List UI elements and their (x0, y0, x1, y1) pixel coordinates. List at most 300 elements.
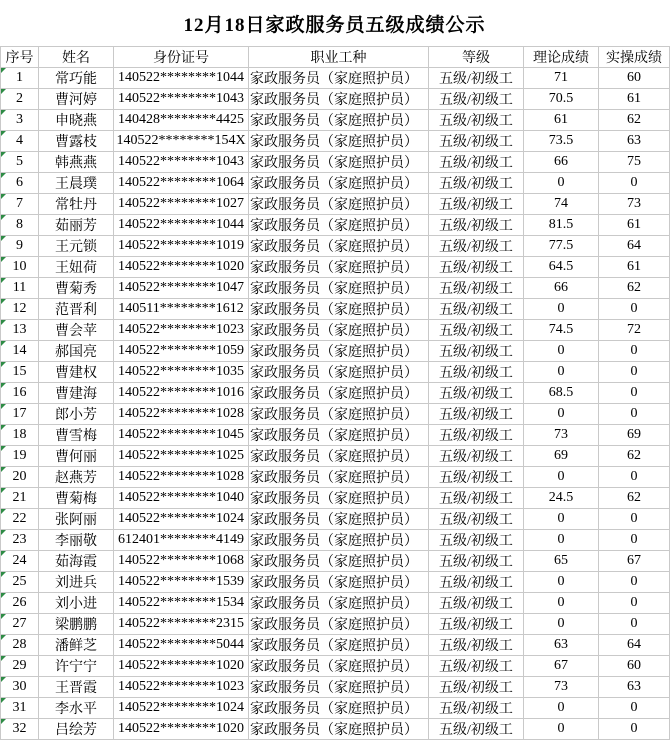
cell-level[interactable]: 五级/初级工 (429, 257, 524, 278)
cell-level[interactable]: 五级/初级工 (429, 68, 524, 89)
table-row (1, 341, 670, 362)
cell-index[interactable]: 31 (1, 698, 39, 719)
cell-index[interactable]: 25 (1, 572, 39, 593)
cell-index[interactable]: 10 (1, 257, 39, 278)
cell-occupation[interactable]: 家政服务员（家庭照护员） (249, 152, 429, 173)
cell-theory-score[interactable]: 0 (524, 362, 599, 383)
cell-index[interactable]: 30 (1, 677, 39, 698)
cell-id-number[interactable]: 140522********1539 (114, 572, 249, 593)
cell-index[interactable]: 28 (1, 635, 39, 656)
error-indicator-icon (1, 551, 6, 556)
cell-theory-score[interactable]: 70.5 (524, 89, 599, 110)
cell-name[interactable]: 郝国亮 (39, 341, 114, 362)
cell-id-number[interactable]: 140522********1020 (114, 257, 249, 278)
cell-theory-score[interactable]: 0 (524, 173, 599, 194)
cell-practical-score[interactable]: 0 (599, 572, 670, 593)
cell-practical-score[interactable]: 0 (599, 614, 670, 635)
cell-name[interactable]: 郎小芳 (39, 404, 114, 425)
cell-id-number[interactable]: 140522********1064 (114, 173, 249, 194)
cell-name[interactable]: 曹雪梅 (39, 425, 114, 446)
cell-level[interactable]: 五级/初级工 (429, 551, 524, 572)
table-body (1, 68, 670, 740)
error-indicator-icon (1, 677, 6, 682)
cell-id-number[interactable]: 140522********1044 (114, 68, 249, 89)
cell-theory-score[interactable]: 61 (524, 110, 599, 131)
cell-theory-score[interactable]: 0 (524, 698, 599, 719)
cell-level[interactable]: 五级/初级工 (429, 677, 524, 698)
cell-practical-score[interactable]: 60 (599, 656, 670, 677)
cell-name[interactable]: 曹菊秀 (39, 278, 114, 299)
cell-name[interactable]: 曹河婷 (39, 89, 114, 110)
error-indicator-icon (1, 131, 6, 136)
cell-theory-score[interactable]: 69 (524, 446, 599, 467)
cell-index[interactable]: 11 (1, 278, 39, 299)
error-indicator-icon (1, 530, 6, 535)
cell-index[interactable]: 2 (1, 89, 39, 110)
cell-id-number[interactable]: 140522********1019 (114, 236, 249, 257)
table-row (1, 68, 670, 89)
cell-practical-score[interactable]: 0 (599, 530, 670, 551)
cell-index[interactable]: 1 (1, 68, 39, 89)
cell-occupation[interactable]: 家政服务员（家庭照护员） (249, 383, 429, 404)
table-row (1, 614, 670, 635)
cell-index[interactable]: 4 (1, 131, 39, 152)
cell-name[interactable]: 李水平 (39, 698, 114, 719)
table-row (1, 719, 670, 740)
cell-index[interactable]: 15 (1, 362, 39, 383)
cell-theory-score[interactable]: 73 (524, 677, 599, 698)
cell-occupation[interactable]: 家政服务员（家庭照护员） (249, 572, 429, 593)
cell-theory-score[interactable]: 71 (524, 68, 599, 89)
cell-level[interactable]: 五级/初级工 (429, 593, 524, 614)
error-indicator-icon (1, 278, 6, 283)
cell-name[interactable]: 范晋利 (39, 299, 114, 320)
cell-practical-score[interactable]: 62 (599, 110, 670, 131)
cell-name[interactable]: 王妞荷 (39, 257, 114, 278)
cell-name[interactable]: 王元锁 (39, 236, 114, 257)
cell-practical-score[interactable]: 0 (599, 719, 670, 740)
cell-occupation[interactable]: 家政服务员（家庭照护员） (249, 530, 429, 551)
col-header-name[interactable]: 姓名 (39, 47, 114, 68)
cell-occupation[interactable]: 家政服务员（家庭照护员） (249, 467, 429, 488)
error-indicator-icon (1, 383, 6, 388)
cell-index[interactable]: 32 (1, 719, 39, 740)
cell-theory-score[interactable]: 0 (524, 341, 599, 362)
cell-id-number[interactable]: 140522********1023 (114, 677, 249, 698)
cell-occupation[interactable]: 家政服务员（家庭照护员） (249, 131, 429, 152)
col-header-theory-score[interactable]: 理论成绩 (524, 47, 599, 68)
cell-occupation[interactable]: 家政服务员（家庭照护员） (249, 257, 429, 278)
cell-index[interactable]: 7 (1, 194, 39, 215)
cell-practical-score[interactable]: 60 (599, 68, 670, 89)
cell-index[interactable]: 26 (1, 593, 39, 614)
cell-id-number[interactable]: 140522********1020 (114, 719, 249, 740)
cell-name[interactable]: 申晓燕 (39, 110, 114, 131)
table-header-row (1, 47, 670, 68)
cell-id-number[interactable]: 140522********1040 (114, 488, 249, 509)
cell-theory-score[interactable]: 0 (524, 467, 599, 488)
cell-practical-score[interactable]: 64 (599, 635, 670, 656)
cell-name[interactable]: 曹建权 (39, 362, 114, 383)
cell-practical-score[interactable]: 0 (599, 593, 670, 614)
table-row (1, 677, 670, 698)
cell-level[interactable]: 五级/初级工 (429, 614, 524, 635)
cell-index[interactable]: 3 (1, 110, 39, 131)
cell-index[interactable]: 12 (1, 299, 39, 320)
cell-practical-score[interactable]: 61 (599, 215, 670, 236)
cell-practical-score[interactable]: 64 (599, 236, 670, 257)
cell-practical-score[interactable]: 63 (599, 131, 670, 152)
page-title: 12月18日家政服务员五级成绩公示 (183, 14, 486, 36)
cell-index[interactable]: 23 (1, 530, 39, 551)
cell-level[interactable]: 五级/初级工 (429, 131, 524, 152)
cell-level[interactable]: 五级/初级工 (429, 698, 524, 719)
table-row (1, 509, 670, 530)
cell-id-number[interactable]: 140522********1016 (114, 383, 249, 404)
cell-name[interactable]: 张阿丽 (39, 509, 114, 530)
cell-occupation[interactable]: 家政服务员（家庭照护员） (249, 551, 429, 572)
cell-theory-score[interactable]: 0 (524, 530, 599, 551)
error-indicator-icon (1, 341, 6, 346)
cell-theory-score[interactable]: 73.5 (524, 131, 599, 152)
cell-practical-score[interactable]: 61 (599, 257, 670, 278)
cell-occupation[interactable]: 家政服务员（家庭照护员） (249, 68, 429, 89)
cell-theory-score[interactable]: 0 (524, 614, 599, 635)
table-row (1, 89, 670, 110)
table-row (1, 257, 670, 278)
error-indicator-icon (1, 215, 6, 220)
error-indicator-icon (1, 593, 6, 598)
cell-occupation[interactable]: 家政服务员（家庭照护员） (249, 614, 429, 635)
cell-index[interactable]: 9 (1, 236, 39, 257)
cell-level[interactable]: 五级/初级工 (429, 341, 524, 362)
cell-occupation[interactable]: 家政服务员（家庭照护员） (249, 341, 429, 362)
cell-level[interactable]: 五级/初级工 (429, 404, 524, 425)
cell-theory-score[interactable]: 68.5 (524, 383, 599, 404)
cell-level[interactable]: 五级/初级工 (429, 509, 524, 530)
cell-level[interactable]: 五级/初级工 (429, 425, 524, 446)
cell-name[interactable]: 吕绘芳 (39, 719, 114, 740)
scores-table (0, 46, 670, 740)
cell-practical-score[interactable]: 0 (599, 173, 670, 194)
cell-occupation[interactable]: 家政服务员（家庭照护员） (249, 110, 429, 131)
cell-index[interactable]: 14 (1, 341, 39, 362)
table-row (1, 278, 670, 299)
cell-index[interactable]: 18 (1, 425, 39, 446)
table-row (1, 488, 670, 509)
cell-practical-score[interactable]: 0 (599, 404, 670, 425)
cell-name[interactable]: 李丽敬 (39, 530, 114, 551)
cell-id-number[interactable]: 140522********1043 (114, 152, 249, 173)
title-bar (0, 0, 669, 46)
cell-occupation[interactable]: 家政服务员（家庭照护员） (249, 278, 429, 299)
cell-theory-score[interactable]: 66 (524, 152, 599, 173)
cell-id-number[interactable]: 140428********4425 (114, 110, 249, 131)
cell-occupation[interactable]: 家政服务员（家庭照护员） (249, 215, 429, 236)
cell-id-number[interactable]: 140522********1044 (114, 215, 249, 236)
cell-index[interactable]: 29 (1, 656, 39, 677)
cell-name[interactable]: 赵燕芳 (39, 467, 114, 488)
table-row (1, 572, 670, 593)
cell-practical-score[interactable]: 72 (599, 320, 670, 341)
cell-id-number[interactable]: 140511********1612 (114, 299, 249, 320)
error-indicator-icon (1, 446, 6, 451)
cell-practical-score[interactable]: 0 (599, 299, 670, 320)
cell-level[interactable]: 五级/初级工 (429, 236, 524, 257)
error-indicator-icon (1, 89, 6, 94)
cell-id-number[interactable]: 140522********1024 (114, 698, 249, 719)
table-row (1, 131, 670, 152)
cell-occupation[interactable]: 家政服务员（家庭照护员） (249, 635, 429, 656)
cell-id-number[interactable]: 140522********1025 (114, 446, 249, 467)
cell-index[interactable]: 8 (1, 215, 39, 236)
table-row (1, 215, 670, 236)
col-header-practical-score[interactable]: 实操成绩 (599, 47, 670, 68)
cell-theory-score[interactable]: 0 (524, 572, 599, 593)
cell-id-number[interactable]: 140522********1068 (114, 551, 249, 572)
cell-level[interactable]: 五级/初级工 (429, 215, 524, 236)
cell-practical-score[interactable]: 62 (599, 278, 670, 299)
table-row (1, 551, 670, 572)
cell-occupation[interactable]: 家政服务员（家庭照护员） (249, 173, 429, 194)
cell-name[interactable]: 常牡丹 (39, 194, 114, 215)
cell-level[interactable]: 五级/初级工 (429, 467, 524, 488)
cell-id-number[interactable]: 140522********1024 (114, 509, 249, 530)
error-indicator-icon (1, 467, 6, 472)
error-indicator-icon (1, 320, 6, 325)
table-row (1, 299, 670, 320)
cell-practical-score[interactable]: 63 (599, 677, 670, 698)
cell-level[interactable]: 五级/初级工 (429, 719, 524, 740)
cell-theory-score[interactable]: 0 (524, 299, 599, 320)
cell-name[interactable]: 王晋霞 (39, 677, 114, 698)
cell-practical-score[interactable]: 0 (599, 509, 670, 530)
error-indicator-icon (1, 572, 6, 577)
cell-id-number[interactable]: 140522********1045 (114, 425, 249, 446)
cell-index[interactable]: 16 (1, 383, 39, 404)
error-indicator-icon (1, 404, 6, 409)
cell-id-number[interactable]: 140522********1027 (114, 194, 249, 215)
table-row (1, 593, 670, 614)
cell-theory-score[interactable]: 66 (524, 278, 599, 299)
table-row (1, 698, 670, 719)
cell-name[interactable]: 常巧能 (39, 68, 114, 89)
cell-occupation[interactable]: 家政服务员（家庭照护员） (249, 446, 429, 467)
error-indicator-icon (1, 194, 6, 199)
cell-practical-score[interactable]: 73 (599, 194, 670, 215)
table-row (1, 530, 670, 551)
table-row (1, 383, 670, 404)
error-indicator-icon (1, 698, 6, 703)
cell-occupation[interactable]: 家政服务员（家庭照护员） (249, 425, 429, 446)
cell-name[interactable]: 韩燕燕 (39, 152, 114, 173)
cell-occupation[interactable]: 家政服务员（家庭照护员） (249, 656, 429, 677)
cell-occupation[interactable]: 家政服务员（家庭照护员） (249, 509, 429, 530)
cell-index[interactable]: 27 (1, 614, 39, 635)
cell-index[interactable]: 19 (1, 446, 39, 467)
cell-theory-score[interactable]: 0 (524, 509, 599, 530)
table-row (1, 194, 670, 215)
col-header-occupation[interactable]: 职业工种 (249, 47, 429, 68)
cell-theory-score[interactable]: 81.5 (524, 215, 599, 236)
cell-level[interactable]: 五级/初级工 (429, 488, 524, 509)
cell-level[interactable]: 五级/初级工 (429, 635, 524, 656)
cell-occupation[interactable]: 家政服务员（家庭照护员） (249, 698, 429, 719)
cell-practical-score[interactable]: 0 (599, 362, 670, 383)
cell-index[interactable]: 24 (1, 551, 39, 572)
error-indicator-icon (1, 152, 6, 157)
error-indicator-icon (1, 173, 6, 178)
cell-occupation[interactable]: 家政服务员（家庭照护员） (249, 488, 429, 509)
cell-practical-score[interactable]: 62 (599, 446, 670, 467)
error-indicator-icon (1, 656, 6, 661)
table-row (1, 404, 670, 425)
cell-occupation[interactable]: 家政服务员（家庭照护员） (249, 362, 429, 383)
cell-id-number[interactable]: 140522********1043 (114, 89, 249, 110)
cell-occupation[interactable]: 家政服务员（家庭照护员） (249, 593, 429, 614)
cell-name[interactable]: 曹露枝 (39, 131, 114, 152)
error-indicator-icon (1, 635, 6, 640)
error-indicator-icon (1, 257, 6, 262)
error-indicator-icon (1, 68, 6, 73)
error-indicator-icon (1, 110, 6, 115)
cell-theory-score[interactable]: 0 (524, 719, 599, 740)
cell-theory-score[interactable]: 74.5 (524, 320, 599, 341)
error-indicator-icon (1, 614, 6, 619)
cell-theory-score[interactable]: 73 (524, 425, 599, 446)
cell-theory-score[interactable]: 65 (524, 551, 599, 572)
cell-level[interactable]: 五级/初级工 (429, 320, 524, 341)
error-indicator-icon (1, 719, 6, 724)
error-indicator-icon (1, 362, 6, 367)
cell-index[interactable]: 6 (1, 173, 39, 194)
cell-level[interactable]: 五级/初级工 (429, 173, 524, 194)
cell-practical-score[interactable]: 61 (599, 89, 670, 110)
cell-practical-score[interactable]: 0 (599, 467, 670, 488)
table-row (1, 236, 670, 257)
table-row (1, 446, 670, 467)
cell-name[interactable]: 茹丽芳 (39, 215, 114, 236)
cell-level[interactable]: 五级/初级工 (429, 572, 524, 593)
cell-name[interactable]: 曹建海 (39, 383, 114, 404)
table-row (1, 320, 670, 341)
table-row (1, 362, 670, 383)
table-row (1, 425, 670, 446)
col-header-level[interactable]: 等级 (429, 47, 524, 68)
error-indicator-icon (1, 488, 6, 493)
table-row (1, 656, 670, 677)
cell-level[interactable]: 五级/初级工 (429, 656, 524, 677)
cell-level[interactable]: 五级/初级工 (429, 362, 524, 383)
cell-id-number[interactable]: 140522********1047 (114, 278, 249, 299)
cell-practical-score[interactable]: 67 (599, 551, 670, 572)
cell-theory-score[interactable]: 0 (524, 404, 599, 425)
cell-index[interactable]: 20 (1, 467, 39, 488)
cell-name[interactable]: 曹会苹 (39, 320, 114, 341)
cell-practical-score[interactable]: 62 (599, 488, 670, 509)
cell-theory-score[interactable]: 77.5 (524, 236, 599, 257)
cell-occupation[interactable]: 家政服务员（家庭照护员） (249, 236, 429, 257)
error-indicator-icon (1, 425, 6, 430)
table-row (1, 173, 670, 194)
cell-id-number[interactable]: 140522********1028 (114, 467, 249, 488)
cell-name[interactable]: 许宁宁 (39, 656, 114, 677)
cell-level[interactable]: 五级/初级工 (429, 110, 524, 131)
cell-practical-score[interactable]: 0 (599, 698, 670, 719)
cell-index[interactable]: 21 (1, 488, 39, 509)
cell-level[interactable]: 五级/初级工 (429, 446, 524, 467)
cell-name[interactable]: 刘进兵 (39, 572, 114, 593)
cell-practical-score[interactable]: 69 (599, 425, 670, 446)
cell-id-number[interactable]: 140522********154X (114, 131, 249, 152)
cell-index[interactable]: 22 (1, 509, 39, 530)
cell-theory-score[interactable]: 64.5 (524, 257, 599, 278)
cell-name[interactable]: 曹何丽 (39, 446, 114, 467)
cell-level[interactable]: 五级/初级工 (429, 530, 524, 551)
cell-level[interactable]: 五级/初级工 (429, 152, 524, 173)
cell-level[interactable]: 五级/初级工 (429, 278, 524, 299)
cell-id-number[interactable]: 140522********1020 (114, 656, 249, 677)
cell-index[interactable]: 5 (1, 152, 39, 173)
cell-id-number[interactable]: 140522********1035 (114, 362, 249, 383)
table-row (1, 635, 670, 656)
cell-level[interactable]: 五级/初级工 (429, 194, 524, 215)
table-row (1, 152, 670, 173)
cell-name[interactable]: 王晨璞 (39, 173, 114, 194)
cell-name[interactable]: 潘鲜芝 (39, 635, 114, 656)
cell-theory-score[interactable]: 67 (524, 656, 599, 677)
cell-id-number[interactable]: 140522********2315 (114, 614, 249, 635)
cell-practical-score[interactable]: 0 (599, 341, 670, 362)
cell-occupation[interactable]: 家政服务员（家庭照护员） (249, 719, 429, 740)
cell-id-number[interactable]: 140522********1534 (114, 593, 249, 614)
error-indicator-icon (1, 299, 6, 304)
cell-occupation[interactable]: 家政服务员（家庭照护员） (249, 89, 429, 110)
cell-name[interactable]: 曹菊梅 (39, 488, 114, 509)
cell-index[interactable]: 13 (1, 320, 39, 341)
cell-level[interactable]: 五级/初级工 (429, 89, 524, 110)
cell-practical-score[interactable]: 75 (599, 152, 670, 173)
error-indicator-icon (1, 509, 6, 514)
cell-practical-score[interactable]: 0 (599, 383, 670, 404)
cell-id-number[interactable]: 140522********1023 (114, 320, 249, 341)
cell-name[interactable]: 茹海霞 (39, 551, 114, 572)
cell-occupation[interactable]: 家政服务员（家庭照护员） (249, 299, 429, 320)
cell-id-number[interactable]: 140522********5044 (114, 635, 249, 656)
cell-id-number[interactable]: 612401********4149 (114, 530, 249, 551)
cell-occupation[interactable]: 家政服务员（家庭照护员） (249, 194, 429, 215)
cell-name[interactable]: 刘小进 (39, 593, 114, 614)
cell-level[interactable]: 五级/初级工 (429, 299, 524, 320)
cell-theory-score[interactable]: 24.5 (524, 488, 599, 509)
cell-occupation[interactable]: 家政服务员（家庭照护员） (249, 404, 429, 425)
cell-level[interactable]: 五级/初级工 (429, 383, 524, 404)
cell-theory-score[interactable]: 63 (524, 635, 599, 656)
error-indicator-icon (1, 236, 6, 241)
col-header-index[interactable]: 序号 (1, 47, 39, 68)
table-row (1, 110, 670, 131)
cell-id-number[interactable]: 140522********1028 (114, 404, 249, 425)
cell-occupation[interactable]: 家政服务员（家庭照护员） (249, 677, 429, 698)
col-header-id-number[interactable]: 身份证号 (114, 47, 249, 68)
cell-theory-score[interactable]: 0 (524, 593, 599, 614)
cell-theory-score[interactable]: 74 (524, 194, 599, 215)
cell-id-number[interactable]: 140522********1059 (114, 341, 249, 362)
cell-occupation[interactable]: 家政服务员（家庭照护员） (249, 320, 429, 341)
cell-name[interactable]: 梁鹏鹏 (39, 614, 114, 635)
cell-index[interactable]: 17 (1, 404, 39, 425)
table-row (1, 467, 670, 488)
